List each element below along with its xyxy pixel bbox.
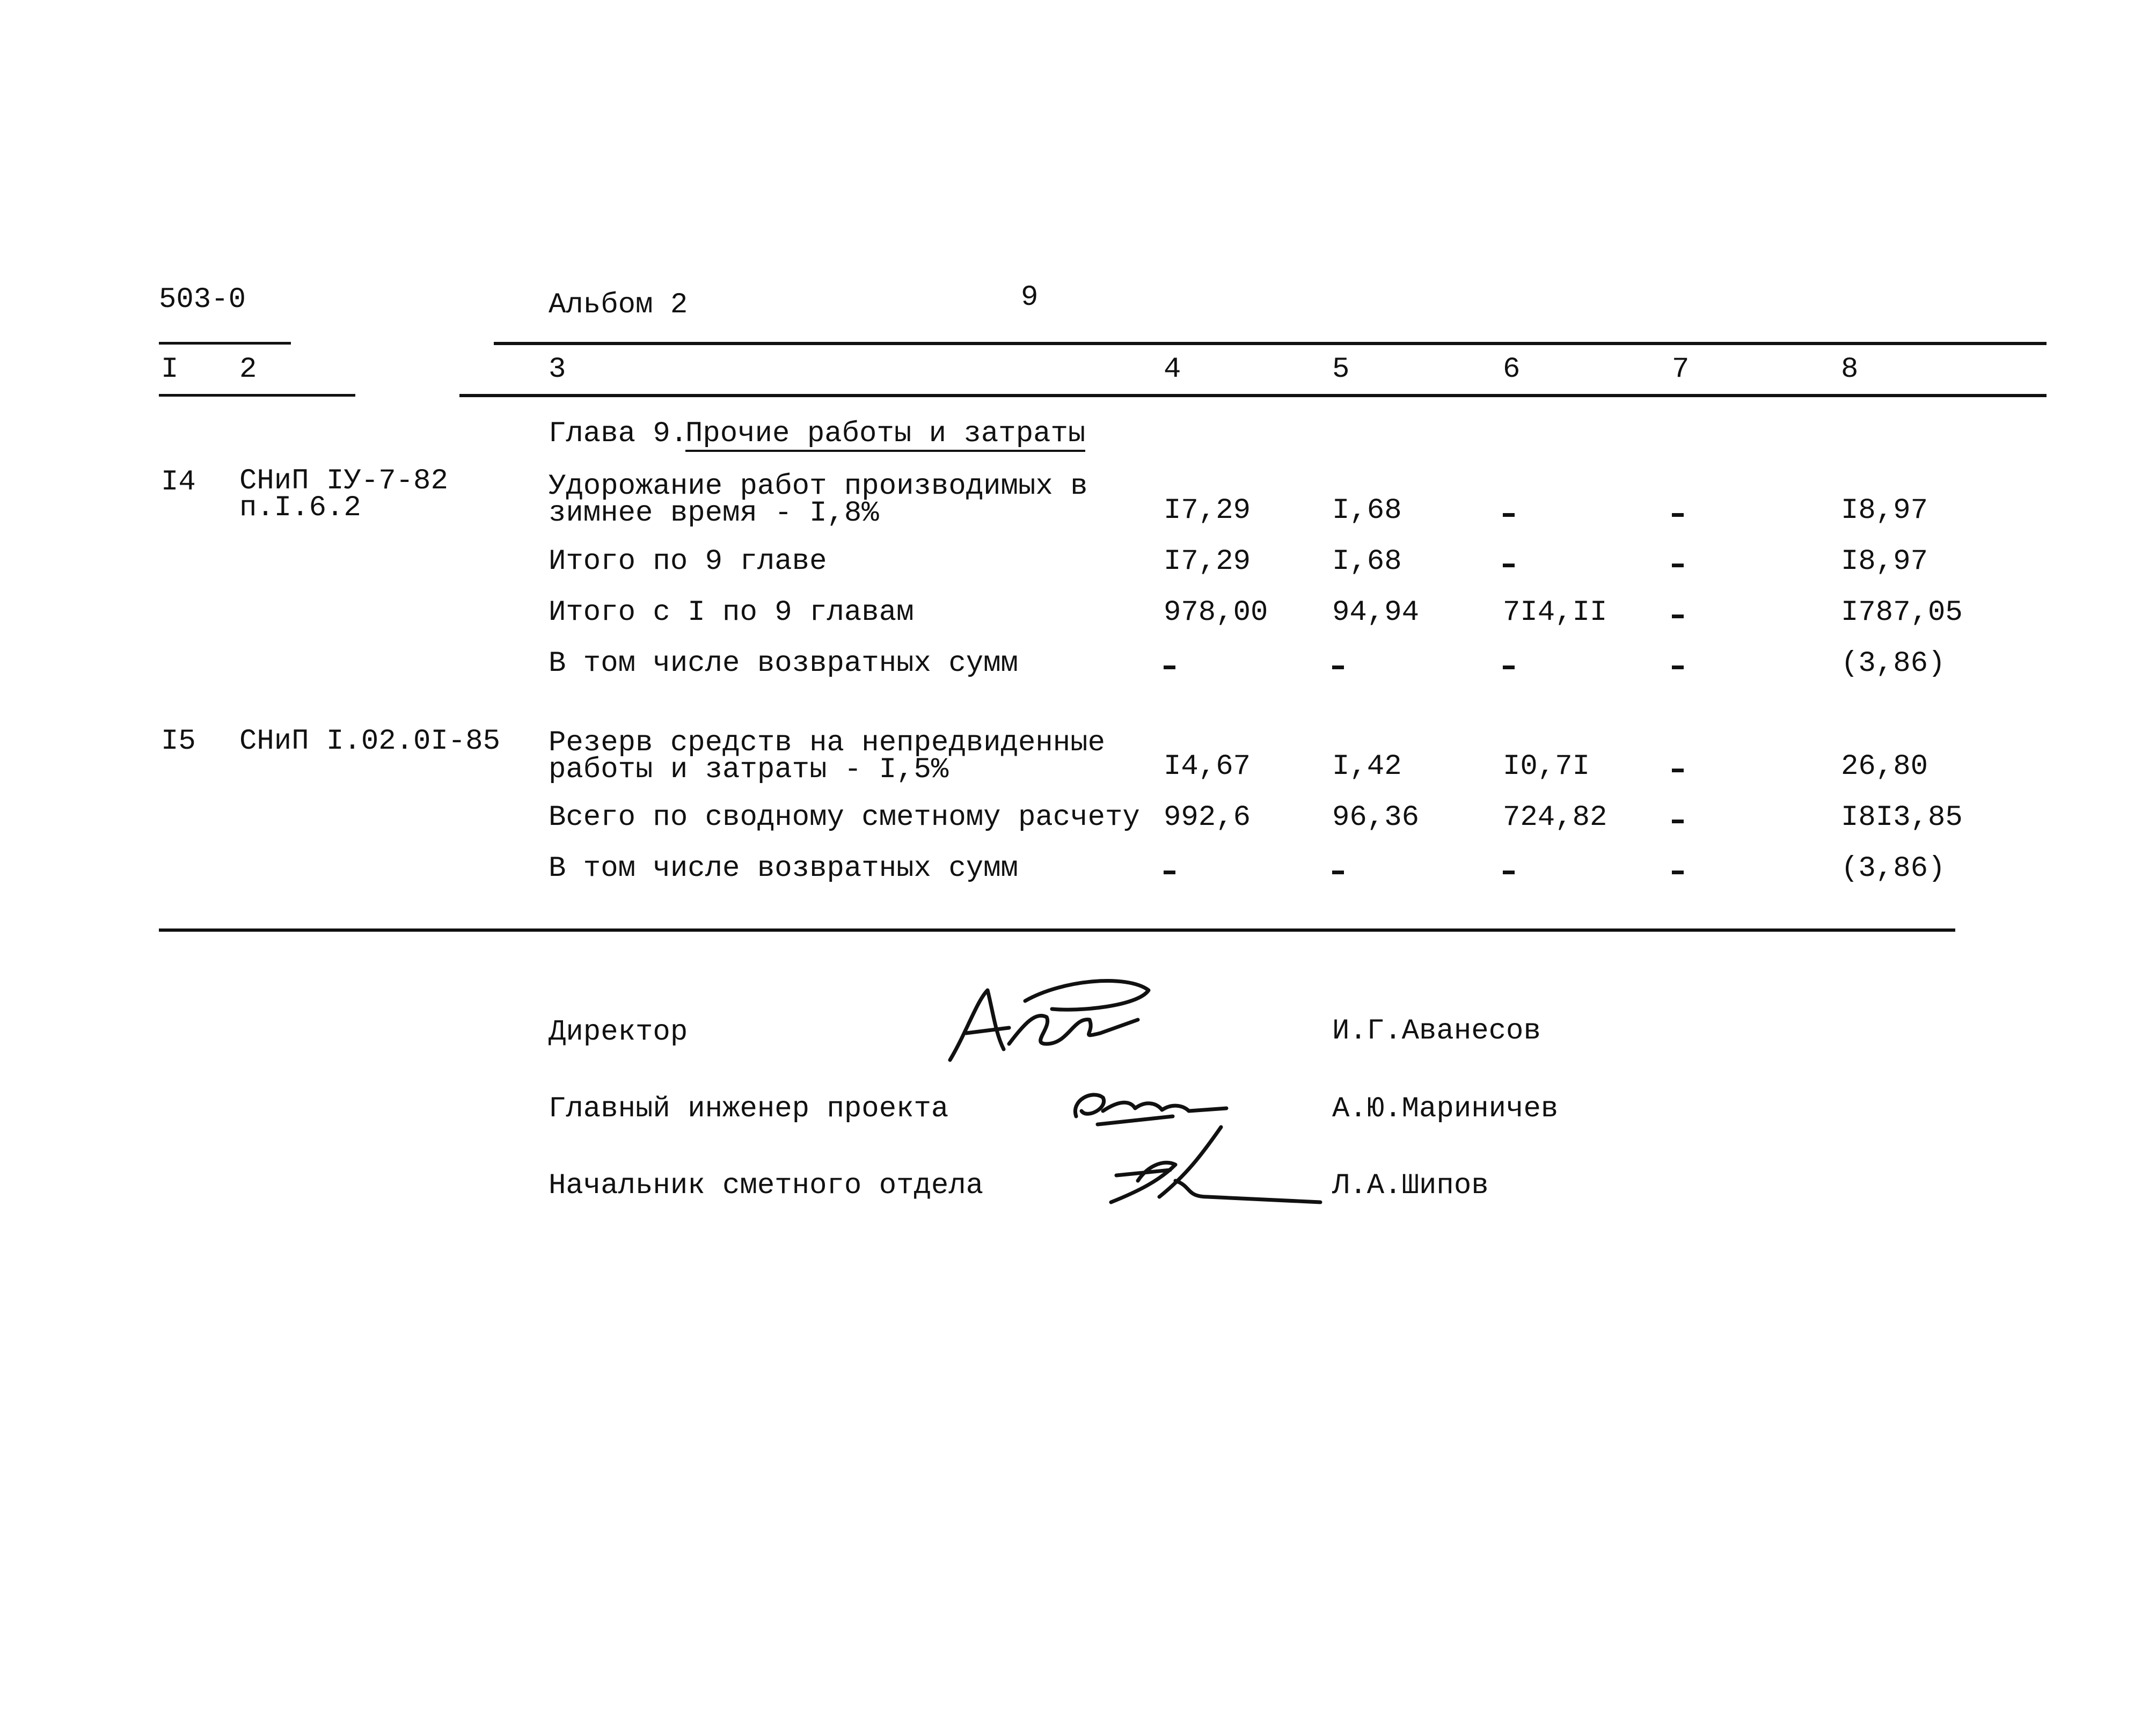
row-col8: (3,86) <box>1841 647 1946 680</box>
rule-cols-main <box>459 394 2047 397</box>
row-col7-dash <box>1672 513 1684 517</box>
row-col8: I8I3,85 <box>1841 801 1963 834</box>
row-col6-dash <box>1503 564 1515 567</box>
col-1: I <box>161 353 179 386</box>
row-col6: I0,7I <box>1503 750 1590 783</box>
row-name: Итого по 9 главе <box>549 545 827 578</box>
director-role: Директор <box>549 1016 688 1049</box>
col-2: 2 <box>239 353 257 386</box>
row-col7-dash <box>1672 871 1684 874</box>
row-col4: I7,29 <box>1164 494 1251 527</box>
estimate-dept-head-role: Начальник сметного отдела <box>549 1169 984 1202</box>
doc-code: 503-0 <box>159 283 246 316</box>
row-col5: I,42 <box>1332 750 1402 783</box>
row-col6: 724,82 <box>1503 801 1607 834</box>
col-8: 8 <box>1841 353 1859 386</box>
row-col7-dash <box>1672 820 1684 823</box>
row-col4: I4,67 <box>1164 750 1251 783</box>
row-col8: I8,97 <box>1841 494 1928 527</box>
row-col8: I8,97 <box>1841 545 1928 578</box>
row-col4: I7,29 <box>1164 545 1251 578</box>
estimate-dept-head-name: Л.А.Шипов <box>1332 1169 1489 1202</box>
row-col7-dash <box>1672 666 1684 669</box>
row-name: Резерв средств на непредвиденные работы и затраты - I,5% <box>549 727 1105 786</box>
row-col7-dash <box>1672 564 1684 567</box>
row-name: В том числе возвратных сумм <box>549 647 1018 680</box>
col-5: 5 <box>1332 353 1350 386</box>
row-col8: I787,05 <box>1841 596 1963 629</box>
row-col6-dash <box>1503 513 1515 517</box>
row-name: Удорожание работ производимых в зимнее время - I,8% <box>549 470 1088 530</box>
rule-cols-left <box>159 394 355 397</box>
chief-engineer-role: Главный инженер проекта <box>549 1093 949 1125</box>
row-col7-dash <box>1672 615 1684 618</box>
row-name: В том числе возвратных сумм <box>549 852 1018 885</box>
rule-bottom <box>159 928 1955 932</box>
row-reference: СНиП I.02.0I-85 <box>239 725 501 758</box>
row-col8: 26,80 <box>1841 750 1928 783</box>
col-7: 7 <box>1672 353 1690 386</box>
row-reference: СНиП IУ-7-82 п.I.6.2 <box>239 465 448 524</box>
row-col4-dash <box>1164 871 1175 874</box>
col-6: 6 <box>1503 353 1521 386</box>
row-col4: 992,6 <box>1164 801 1251 834</box>
row-number: I4 <box>161 466 196 499</box>
row-col5-dash <box>1332 871 1344 874</box>
row-col5: 94,94 <box>1332 596 1420 629</box>
col-4: 4 <box>1164 353 1181 386</box>
row-col5-dash <box>1332 666 1344 669</box>
row-col6: 7I4,II <box>1503 596 1607 629</box>
row-col5: I,68 <box>1332 494 1402 527</box>
page-number: 9 <box>1021 281 1039 314</box>
row-col7-dash <box>1672 769 1684 772</box>
row-col6-dash <box>1503 871 1515 874</box>
row-col5: I,68 <box>1332 545 1402 578</box>
chapter-title: Прочие работы и затраты <box>685 420 1085 452</box>
chief-engineer-name: А.Ю.Мариничев <box>1332 1093 1559 1125</box>
row-col6-dash <box>1503 666 1515 669</box>
chapter-prefix: Глава 9. <box>549 418 688 450</box>
estimate-dept-head-signature <box>1106 1122 1331 1208</box>
rule-top-main <box>494 342 2047 345</box>
rule-top-left <box>159 342 291 345</box>
row-name: Итого с I по 9 главам <box>549 596 914 629</box>
row-col5: 96,36 <box>1332 801 1420 834</box>
director-signature <box>945 969 1159 1065</box>
row-number: I5 <box>161 725 196 758</box>
row-name: Всего по сводному сметному расчету <box>549 801 1140 834</box>
row-col4-dash <box>1164 666 1175 669</box>
album-label: Альбом 2 <box>549 289 688 321</box>
col-3: 3 <box>549 353 566 386</box>
row-col4: 978,00 <box>1164 596 1268 629</box>
row-col8: (3,86) <box>1841 852 1946 885</box>
director-name: И.Г.Аванесов <box>1332 1015 1541 1048</box>
